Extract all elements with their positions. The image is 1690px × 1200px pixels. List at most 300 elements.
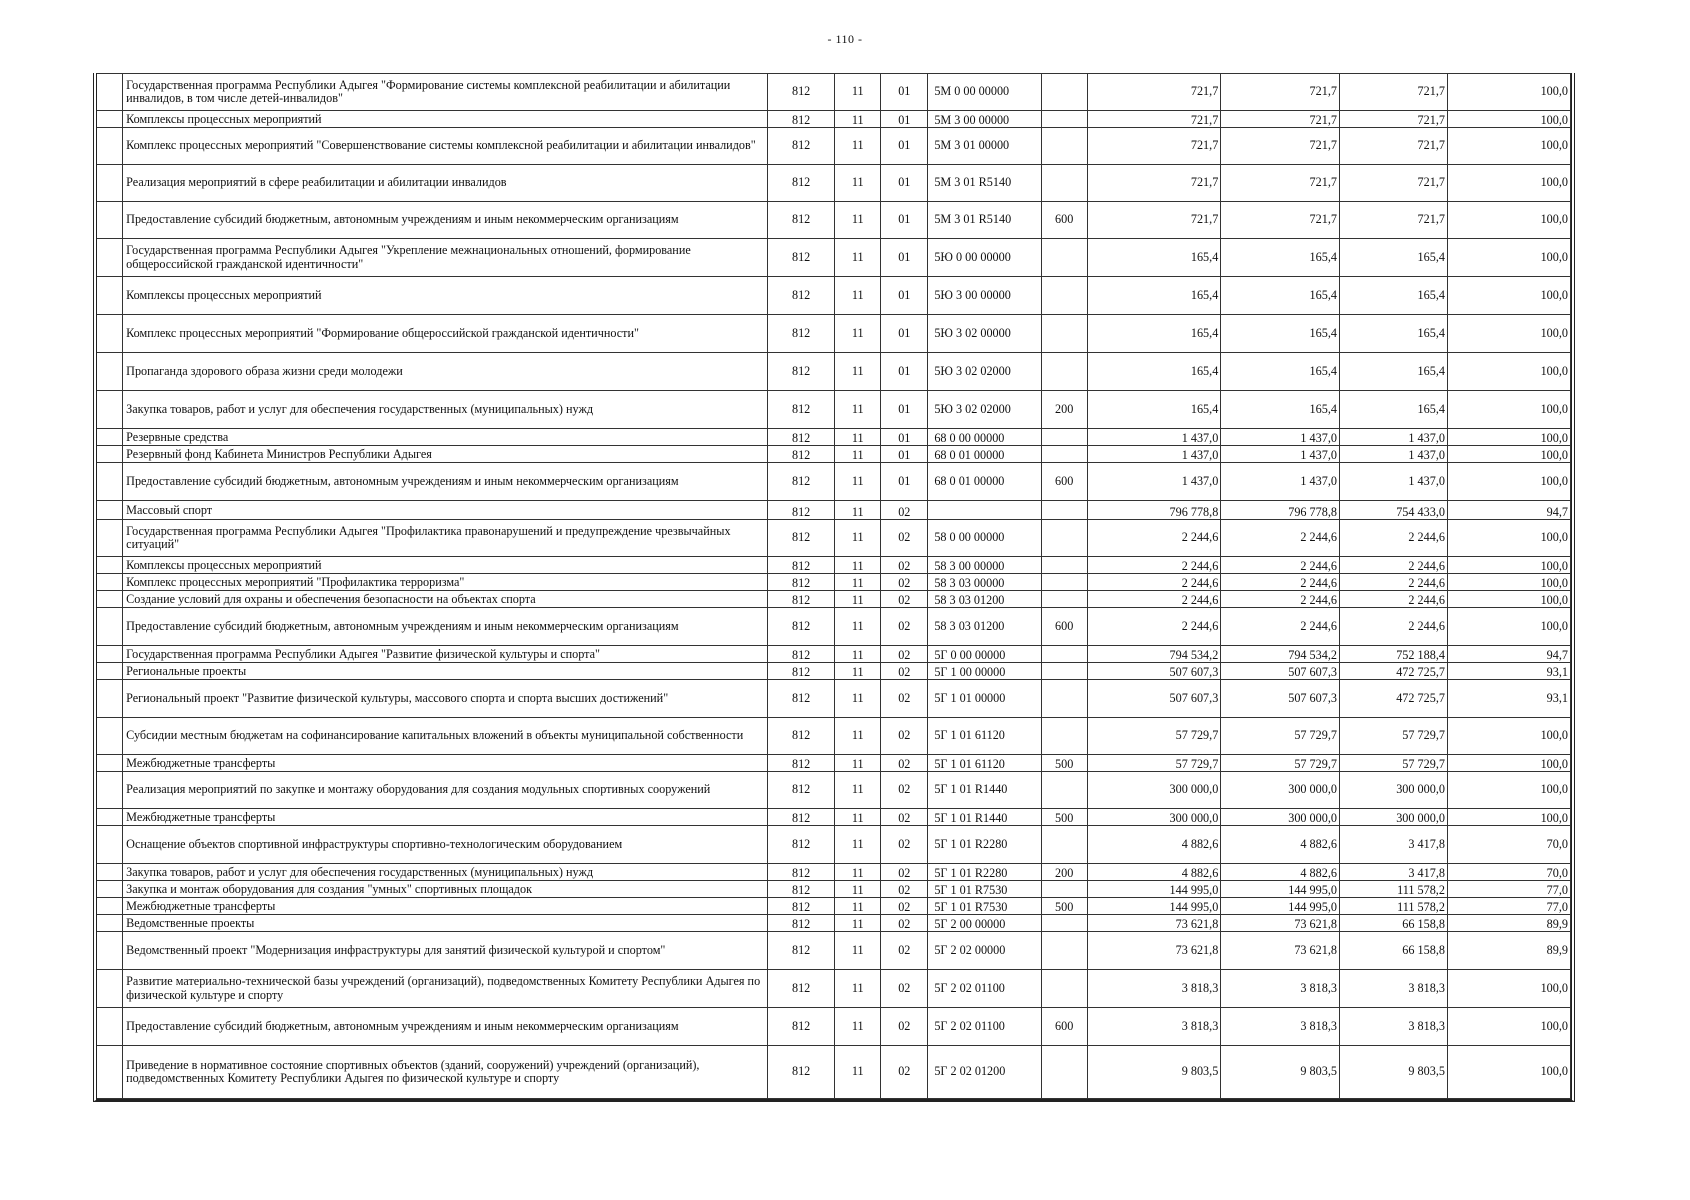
target-article-code: 5Г 1 01 R7530 bbox=[928, 898, 1041, 915]
table-row bbox=[97, 1046, 1571, 1099]
row-name: Государственная программа Республики Адыгея "Профилактика правонарушений и предупреждение чрезвычайных ситуаций" bbox=[123, 520, 768, 557]
target-article-code: 5Г 0 00 00000 bbox=[928, 646, 1041, 663]
table-row bbox=[97, 353, 1571, 391]
expense-type-code: 600 bbox=[1041, 463, 1087, 501]
expense-type-code bbox=[1041, 915, 1087, 932]
refined-plan-amount: 4 882,6 bbox=[1221, 826, 1340, 864]
row-name: Субсидии местным бюджетам на софинансирование капитальных вложений в объекты муниципальной собственности bbox=[123, 718, 768, 755]
grbs-code: 812 bbox=[767, 315, 834, 353]
row-margin-cell bbox=[97, 646, 123, 663]
execution-percent: 100,0 bbox=[1447, 1008, 1570, 1046]
section-code: 11 bbox=[835, 574, 881, 591]
section-code: 11 bbox=[835, 663, 881, 680]
row-margin-cell bbox=[97, 1008, 123, 1046]
grbs-code: 812 bbox=[767, 557, 834, 574]
row-name: Ведомственный проект "Модернизация инфраструктуры для занятий физической культурой и спортом" bbox=[123, 932, 768, 970]
grbs-code: 812 bbox=[767, 1046, 834, 1099]
plan-amount: 57 729,7 bbox=[1087, 718, 1221, 755]
table-row bbox=[97, 772, 1571, 809]
row-margin-cell bbox=[97, 202, 123, 239]
actual-amount: 2 244,6 bbox=[1339, 520, 1447, 557]
row-name: Комплексы процессных мероприятий bbox=[123, 111, 768, 128]
refined-plan-amount: 165,4 bbox=[1221, 353, 1340, 391]
actual-amount: 2 244,6 bbox=[1339, 591, 1447, 608]
expense-type-code bbox=[1041, 680, 1087, 718]
row-name: Закупка товаров, работ и услуг для обеспечения государственных (муниципальных) нужд bbox=[123, 391, 768, 429]
section-code: 11 bbox=[835, 277, 881, 315]
grbs-code: 812 bbox=[767, 165, 834, 202]
actual-amount: 1 437,0 bbox=[1339, 429, 1447, 446]
target-article-code: 58 3 03 00000 bbox=[928, 574, 1041, 591]
actual-amount: 721,7 bbox=[1339, 128, 1447, 165]
refined-plan-amount: 165,4 bbox=[1221, 391, 1340, 429]
row-margin-cell bbox=[97, 826, 123, 864]
section-code: 11 bbox=[835, 429, 881, 446]
subsection-code: 01 bbox=[881, 111, 928, 128]
actual-amount: 2 244,6 bbox=[1339, 557, 1447, 574]
plan-amount: 73 621,8 bbox=[1087, 932, 1221, 970]
expense-type-code bbox=[1041, 315, 1087, 353]
table-row bbox=[97, 429, 1571, 446]
target-article-code: 5Ю 3 02 00000 bbox=[928, 315, 1041, 353]
actual-amount: 66 158,8 bbox=[1339, 932, 1447, 970]
actual-amount: 300 000,0 bbox=[1339, 772, 1447, 809]
row-name: Комплекс процессных мероприятий "Совершенствование системы комплексной реабилитации и абилитации инвалидов" bbox=[123, 128, 768, 165]
actual-amount: 57 729,7 bbox=[1339, 718, 1447, 755]
table-row bbox=[97, 809, 1571, 826]
row-name: Государственная программа Республики Адыгея "Укрепление межнациональных отношений, формирование общероссийской гражданской идентичности" bbox=[123, 239, 768, 277]
plan-amount: 796 778,8 bbox=[1087, 501, 1221, 520]
table-row bbox=[97, 680, 1571, 718]
target-article-code: 5Г 1 01 61120 bbox=[928, 755, 1041, 772]
target-article-code: 5Г 2 02 01100 bbox=[928, 970, 1041, 1008]
section-code: 11 bbox=[835, 608, 881, 646]
actual-amount: 66 158,8 bbox=[1339, 915, 1447, 932]
target-article-code bbox=[928, 501, 1041, 520]
refined-plan-amount: 144 995,0 bbox=[1221, 881, 1340, 898]
refined-plan-amount: 165,4 bbox=[1221, 315, 1340, 353]
expense-type-code: 200 bbox=[1041, 391, 1087, 429]
row-margin-cell bbox=[97, 881, 123, 898]
plan-amount: 9 803,5 bbox=[1087, 1046, 1221, 1099]
row-name: Региональные проекты bbox=[123, 663, 768, 680]
expense-type-code bbox=[1041, 932, 1087, 970]
expense-type-code bbox=[1041, 446, 1087, 463]
row-name: Предоставление субсидий бюджетным, автономным учреждениям и иным некоммерческим организациям bbox=[123, 1008, 768, 1046]
grbs-code: 812 bbox=[767, 881, 834, 898]
plan-amount: 2 244,6 bbox=[1087, 557, 1221, 574]
row-margin-cell bbox=[97, 391, 123, 429]
actual-amount: 9 803,5 bbox=[1339, 1046, 1447, 1099]
row-margin-cell bbox=[97, 718, 123, 755]
refined-plan-amount: 300 000,0 bbox=[1221, 772, 1340, 809]
target-article-code: 5Г 1 01 R2280 bbox=[928, 826, 1041, 864]
section-code: 11 bbox=[835, 520, 881, 557]
row-margin-cell bbox=[97, 557, 123, 574]
subsection-code: 01 bbox=[881, 429, 928, 446]
table-row bbox=[97, 970, 1571, 1008]
section-code: 11 bbox=[835, 1008, 881, 1046]
budget-table bbox=[97, 73, 1571, 1099]
row-name: Реализация мероприятий по закупке и монтажу оборудования для создания модульных спортивных сооружений bbox=[123, 772, 768, 809]
expense-type-code bbox=[1041, 970, 1087, 1008]
plan-amount: 300 000,0 bbox=[1087, 772, 1221, 809]
subsection-code: 01 bbox=[881, 391, 928, 429]
plan-amount: 721,7 bbox=[1087, 202, 1221, 239]
refined-plan-amount: 1 437,0 bbox=[1221, 463, 1340, 501]
target-article-code: 5Г 2 02 01100 bbox=[928, 1008, 1041, 1046]
section-code: 11 bbox=[835, 315, 881, 353]
execution-percent: 100,0 bbox=[1447, 591, 1570, 608]
table-row bbox=[97, 446, 1571, 463]
grbs-code: 812 bbox=[767, 1008, 834, 1046]
actual-amount: 3 417,8 bbox=[1339, 826, 1447, 864]
row-margin-cell bbox=[97, 446, 123, 463]
section-code: 11 bbox=[835, 826, 881, 864]
expense-type-code bbox=[1041, 663, 1087, 680]
table-row bbox=[97, 932, 1571, 970]
row-margin-cell bbox=[97, 680, 123, 718]
refined-plan-amount: 1 437,0 bbox=[1221, 429, 1340, 446]
actual-amount: 1 437,0 bbox=[1339, 446, 1447, 463]
refined-plan-amount: 1 437,0 bbox=[1221, 446, 1340, 463]
plan-amount: 721,7 bbox=[1087, 74, 1221, 111]
execution-percent: 94,7 bbox=[1447, 646, 1570, 663]
refined-plan-amount: 9 803,5 bbox=[1221, 1046, 1340, 1099]
execution-percent: 100,0 bbox=[1447, 772, 1570, 809]
row-name: Государственная программа Республики Адыгея "Формирование системы комплексной реабилитации и абилитации инвалидов, в том числе детей-инвалидов" bbox=[123, 74, 768, 111]
row-margin-cell bbox=[97, 520, 123, 557]
execution-percent: 100,0 bbox=[1447, 128, 1570, 165]
target-article-code: 5Г 1 01 00000 bbox=[928, 680, 1041, 718]
target-article-code: 5Г 2 00 00000 bbox=[928, 915, 1041, 932]
execution-percent: 93,1 bbox=[1447, 663, 1570, 680]
row-margin-cell bbox=[97, 970, 123, 1008]
execution-percent: 100,0 bbox=[1447, 315, 1570, 353]
section-code: 11 bbox=[835, 718, 881, 755]
execution-percent: 100,0 bbox=[1447, 520, 1570, 557]
grbs-code: 812 bbox=[767, 646, 834, 663]
grbs-code: 812 bbox=[767, 463, 834, 501]
row-name: Развитие материально-технической базы учреждений (организаций), подведомственных Комитету Республики Адыгея по физической культуре и спорту bbox=[123, 970, 768, 1008]
subsection-code: 02 bbox=[881, 1008, 928, 1046]
row-name: Пропаганда здорового образа жизни среди молодежи bbox=[123, 353, 768, 391]
expense-type-code: 500 bbox=[1041, 898, 1087, 915]
row-margin-cell bbox=[97, 755, 123, 772]
row-margin-cell bbox=[97, 165, 123, 202]
expense-type-code bbox=[1041, 574, 1087, 591]
execution-percent: 100,0 bbox=[1447, 202, 1570, 239]
grbs-code: 812 bbox=[767, 680, 834, 718]
subsection-code: 02 bbox=[881, 898, 928, 915]
subsection-code: 01 bbox=[881, 277, 928, 315]
table-row bbox=[97, 881, 1571, 898]
refined-plan-amount: 4 882,6 bbox=[1221, 864, 1340, 881]
grbs-code: 812 bbox=[767, 202, 834, 239]
execution-percent: 94,7 bbox=[1447, 501, 1570, 520]
actual-amount: 3 818,3 bbox=[1339, 1008, 1447, 1046]
refined-plan-amount: 507 607,3 bbox=[1221, 663, 1340, 680]
subsection-code: 02 bbox=[881, 520, 928, 557]
refined-plan-amount: 165,4 bbox=[1221, 277, 1340, 315]
subsection-code: 02 bbox=[881, 591, 928, 608]
page-number: - 110 - bbox=[827, 32, 863, 46]
expense-type-code bbox=[1041, 826, 1087, 864]
actual-amount: 721,7 bbox=[1339, 202, 1447, 239]
target-article-code: 5Г 2 02 00000 bbox=[928, 932, 1041, 970]
execution-percent: 77,0 bbox=[1447, 881, 1570, 898]
subsection-code: 01 bbox=[881, 315, 928, 353]
row-margin-cell bbox=[97, 239, 123, 277]
plan-amount: 1 437,0 bbox=[1087, 429, 1221, 446]
row-name: Ведомственные проекты bbox=[123, 915, 768, 932]
plan-amount: 2 244,6 bbox=[1087, 608, 1221, 646]
expense-type-code: 200 bbox=[1041, 864, 1087, 881]
execution-percent: 100,0 bbox=[1447, 809, 1570, 826]
table-row bbox=[97, 501, 1571, 520]
target-article-code: 58 3 03 01200 bbox=[928, 591, 1041, 608]
plan-amount: 1 437,0 bbox=[1087, 463, 1221, 501]
section-code: 11 bbox=[835, 591, 881, 608]
target-article-code: 5Ю 3 02 02000 bbox=[928, 391, 1041, 429]
subsection-code: 02 bbox=[881, 932, 928, 970]
target-article-code: 5Ю 0 00 00000 bbox=[928, 239, 1041, 277]
grbs-code: 812 bbox=[767, 809, 834, 826]
row-name: Резервные средства bbox=[123, 429, 768, 446]
execution-percent: 100,0 bbox=[1447, 429, 1570, 446]
execution-percent: 100,0 bbox=[1447, 574, 1570, 591]
refined-plan-amount: 721,7 bbox=[1221, 165, 1340, 202]
table-row bbox=[97, 202, 1571, 239]
target-article-code: 5Г 1 01 61120 bbox=[928, 718, 1041, 755]
plan-amount: 144 995,0 bbox=[1087, 898, 1221, 915]
subsection-code: 02 bbox=[881, 718, 928, 755]
grbs-code: 812 bbox=[767, 111, 834, 128]
expense-type-code bbox=[1041, 591, 1087, 608]
plan-amount: 2 244,6 bbox=[1087, 520, 1221, 557]
grbs-code: 812 bbox=[767, 932, 834, 970]
row-name: Приведение в нормативное состояние спортивных объектов (зданий, сооружений) учреждений (организаций), подведомственных Комитету Республики Адыгея по физической культуре и спорту bbox=[123, 1046, 768, 1099]
execution-percent: 100,0 bbox=[1447, 165, 1570, 202]
grbs-code: 812 bbox=[767, 915, 834, 932]
plan-amount: 794 534,2 bbox=[1087, 646, 1221, 663]
actual-amount: 721,7 bbox=[1339, 165, 1447, 202]
target-article-code: 5Г 1 00 00000 bbox=[928, 663, 1041, 680]
subsection-code: 02 bbox=[881, 881, 928, 898]
grbs-code: 812 bbox=[767, 755, 834, 772]
expense-type-code bbox=[1041, 1046, 1087, 1099]
actual-amount: 111 578,2 bbox=[1339, 898, 1447, 915]
row-margin-cell bbox=[97, 591, 123, 608]
table-row bbox=[97, 898, 1571, 915]
row-name: Резервный фонд Кабинета Министров Республики Адыгея bbox=[123, 446, 768, 463]
execution-percent: 77,0 bbox=[1447, 898, 1570, 915]
expense-type-code bbox=[1041, 772, 1087, 809]
expense-type-code: 500 bbox=[1041, 755, 1087, 772]
row-name: Реализация мероприятий в сфере реабилитации и абилитации инвалидов bbox=[123, 165, 768, 202]
execution-percent: 93,1 bbox=[1447, 680, 1570, 718]
row-name: Закупка товаров, работ и услуг для обеспечения государственных (муниципальных) нужд bbox=[123, 864, 768, 881]
row-margin-cell bbox=[97, 663, 123, 680]
subsection-code: 02 bbox=[881, 608, 928, 646]
section-code: 11 bbox=[835, 557, 881, 574]
table-row bbox=[97, 520, 1571, 557]
section-code: 11 bbox=[835, 772, 881, 809]
execution-percent: 100,0 bbox=[1447, 391, 1570, 429]
section-code: 11 bbox=[835, 74, 881, 111]
actual-amount: 752 188,4 bbox=[1339, 646, 1447, 663]
target-article-code: 5М 3 01 R5140 bbox=[928, 202, 1041, 239]
expense-type-code bbox=[1041, 520, 1087, 557]
grbs-code: 812 bbox=[767, 391, 834, 429]
execution-percent: 100,0 bbox=[1447, 1046, 1570, 1099]
table-row bbox=[97, 718, 1571, 755]
row-margin-cell bbox=[97, 898, 123, 915]
row-margin-cell bbox=[97, 864, 123, 881]
plan-amount: 3 818,3 bbox=[1087, 1008, 1221, 1046]
section-code: 11 bbox=[835, 898, 881, 915]
actual-amount: 57 729,7 bbox=[1339, 755, 1447, 772]
subsection-code: 02 bbox=[881, 501, 928, 520]
plan-amount: 165,4 bbox=[1087, 315, 1221, 353]
execution-percent: 100,0 bbox=[1447, 463, 1570, 501]
row-margin-cell bbox=[97, 608, 123, 646]
actual-amount: 165,4 bbox=[1339, 353, 1447, 391]
row-margin-cell bbox=[97, 128, 123, 165]
grbs-code: 812 bbox=[767, 574, 834, 591]
subsection-code: 01 bbox=[881, 239, 928, 277]
execution-percent: 100,0 bbox=[1447, 446, 1570, 463]
expense-type-code: 500 bbox=[1041, 809, 1087, 826]
table-row bbox=[97, 826, 1571, 864]
actual-amount: 472 725,7 bbox=[1339, 663, 1447, 680]
grbs-code: 812 bbox=[767, 591, 834, 608]
actual-amount: 472 725,7 bbox=[1339, 680, 1447, 718]
execution-percent: 100,0 bbox=[1447, 239, 1570, 277]
target-article-code: 5Г 1 01 R1440 bbox=[928, 772, 1041, 809]
actual-amount: 165,4 bbox=[1339, 239, 1447, 277]
subsection-code: 01 bbox=[881, 128, 928, 165]
table-body bbox=[97, 74, 1571, 1099]
subsection-code: 01 bbox=[881, 74, 928, 111]
execution-percent: 70,0 bbox=[1447, 826, 1570, 864]
subsection-code: 01 bbox=[881, 446, 928, 463]
row-name: Межбюджетные трансферты bbox=[123, 755, 768, 772]
row-name: Межбюджетные трансферты bbox=[123, 809, 768, 826]
target-article-code: 58 3 03 01200 bbox=[928, 608, 1041, 646]
plan-amount: 2 244,6 bbox=[1087, 574, 1221, 591]
budget-table-frame bbox=[93, 73, 1575, 1102]
subsection-code: 02 bbox=[881, 772, 928, 809]
refined-plan-amount: 73 621,8 bbox=[1221, 915, 1340, 932]
grbs-code: 812 bbox=[767, 277, 834, 315]
row-name: Массовый спорт bbox=[123, 501, 768, 520]
subsection-code: 02 bbox=[881, 574, 928, 591]
row-name: Региональный проект "Развитие физической культуры, массового спорта и спорта высших достижений" bbox=[123, 680, 768, 718]
subsection-code: 01 bbox=[881, 353, 928, 391]
grbs-code: 812 bbox=[767, 128, 834, 165]
table-row bbox=[97, 608, 1571, 646]
row-margin-cell bbox=[97, 315, 123, 353]
row-margin-cell bbox=[97, 353, 123, 391]
target-article-code: 5М 3 00 00000 bbox=[928, 111, 1041, 128]
expense-type-code: 600 bbox=[1041, 1008, 1087, 1046]
plan-amount: 507 607,3 bbox=[1087, 680, 1221, 718]
refined-plan-amount: 721,7 bbox=[1221, 128, 1340, 165]
section-code: 11 bbox=[835, 1046, 881, 1099]
actual-amount: 754 433,0 bbox=[1339, 501, 1447, 520]
row-margin-cell bbox=[97, 501, 123, 520]
refined-plan-amount: 2 244,6 bbox=[1221, 591, 1340, 608]
section-code: 11 bbox=[835, 239, 881, 277]
grbs-code: 812 bbox=[767, 353, 834, 391]
section-code: 11 bbox=[835, 128, 881, 165]
grbs-code: 812 bbox=[767, 520, 834, 557]
table-row bbox=[97, 557, 1571, 574]
refined-plan-amount: 796 778,8 bbox=[1221, 501, 1340, 520]
expense-type-code bbox=[1041, 353, 1087, 391]
section-code: 11 bbox=[835, 202, 881, 239]
refined-plan-amount: 3 818,3 bbox=[1221, 970, 1340, 1008]
target-article-code: 5Ю 3 02 02000 bbox=[928, 353, 1041, 391]
row-margin-cell bbox=[97, 932, 123, 970]
refined-plan-amount: 165,4 bbox=[1221, 239, 1340, 277]
refined-plan-amount: 144 995,0 bbox=[1221, 898, 1340, 915]
plan-amount: 721,7 bbox=[1087, 165, 1221, 202]
plan-amount: 507 607,3 bbox=[1087, 663, 1221, 680]
plan-amount: 4 882,6 bbox=[1087, 826, 1221, 864]
execution-percent: 100,0 bbox=[1447, 608, 1570, 646]
table-row bbox=[97, 574, 1571, 591]
grbs-code: 812 bbox=[767, 970, 834, 1008]
execution-percent: 100,0 bbox=[1447, 111, 1570, 128]
row-name: Закупка и монтаж оборудования для создания "умных" спортивных площадок bbox=[123, 881, 768, 898]
table-row bbox=[97, 165, 1571, 202]
section-code: 11 bbox=[835, 391, 881, 429]
grbs-code: 812 bbox=[767, 898, 834, 915]
plan-amount: 721,7 bbox=[1087, 128, 1221, 165]
expense-type-code: 600 bbox=[1041, 608, 1087, 646]
execution-percent: 100,0 bbox=[1447, 277, 1570, 315]
plan-amount: 144 995,0 bbox=[1087, 881, 1221, 898]
table-row bbox=[97, 391, 1571, 429]
section-code: 11 bbox=[835, 932, 881, 970]
section-code: 11 bbox=[835, 501, 881, 520]
row-name: Государственная программа Республики Адыгея "Развитие физической культуры и спорта" bbox=[123, 646, 768, 663]
subsection-code: 02 bbox=[881, 809, 928, 826]
target-article-code: 68 0 01 00000 bbox=[928, 446, 1041, 463]
table-row bbox=[97, 74, 1571, 111]
table-row bbox=[97, 1008, 1571, 1046]
plan-amount: 165,4 bbox=[1087, 391, 1221, 429]
section-code: 11 bbox=[835, 463, 881, 501]
row-margin-cell bbox=[97, 1046, 123, 1099]
plan-amount: 1 437,0 bbox=[1087, 446, 1221, 463]
table-row bbox=[97, 663, 1571, 680]
row-margin-cell bbox=[97, 772, 123, 809]
subsection-code: 02 bbox=[881, 755, 928, 772]
grbs-code: 812 bbox=[767, 429, 834, 446]
row-name: Создание условий для охраны и обеспечения безопасности на объектах спорта bbox=[123, 591, 768, 608]
actual-amount: 2 244,6 bbox=[1339, 608, 1447, 646]
expense-type-code bbox=[1041, 111, 1087, 128]
plan-amount: 2 244,6 bbox=[1087, 591, 1221, 608]
section-code: 11 bbox=[835, 165, 881, 202]
plan-amount: 165,4 bbox=[1087, 277, 1221, 315]
refined-plan-amount: 57 729,7 bbox=[1221, 755, 1340, 772]
section-code: 11 bbox=[835, 881, 881, 898]
table-row bbox=[97, 864, 1571, 881]
